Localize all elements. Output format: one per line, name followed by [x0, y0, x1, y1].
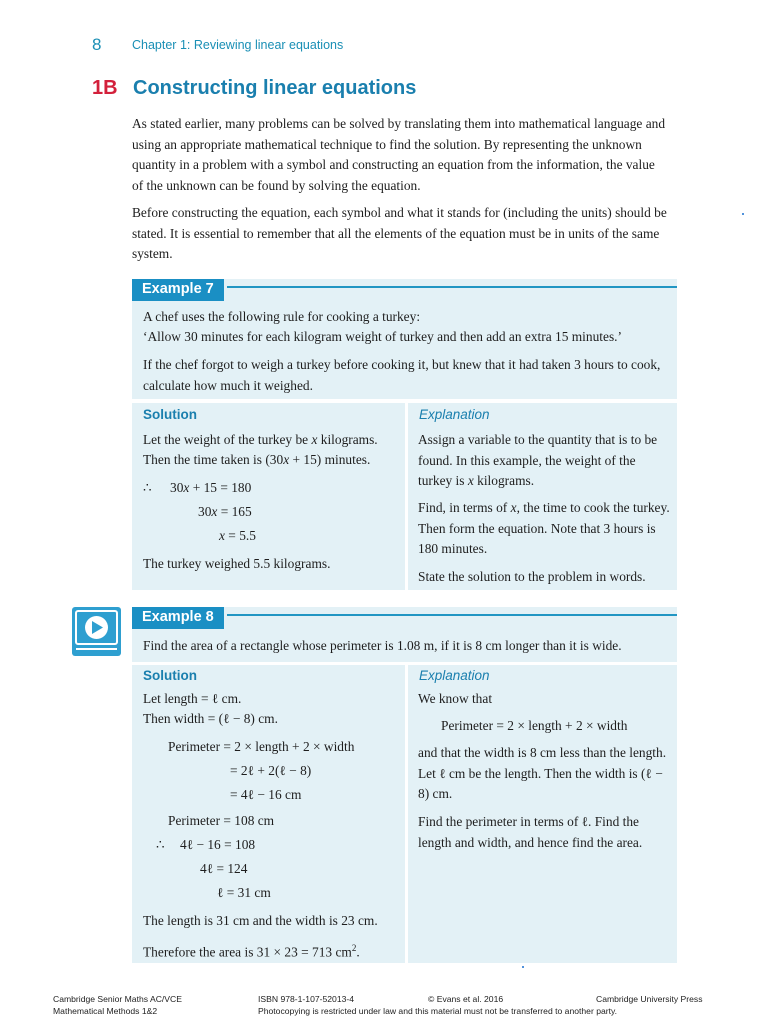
- footer-book-title: Mathematical Methods 1&2: [53, 1006, 158, 1016]
- example-7-solution-panel: [132, 403, 405, 590]
- example-7-explanation-panel: [408, 403, 677, 590]
- solution-conclusion: Therefore the area is 31 × 23 = 713 $cm^2$.: [143, 943, 360, 960]
- equation-line: 30x = 165: [198, 504, 252, 519]
- play-icon[interactable]: [72, 607, 121, 656]
- solution-line: Then the time taken is (30x + 15) minutes.: [143, 452, 371, 467]
- explanation-text: We know that: [418, 691, 493, 706]
- equation-line: 4ℓ − 16 = 108: [180, 837, 256, 852]
- footer-notice: Photocopying is restricted under law and this material must not be transferred to another party.: [258, 1006, 618, 1016]
- example-rule: [227, 286, 677, 288]
- example-8-label: Example 8: [132, 607, 224, 629]
- explanation-text: and that the width is 8 cm less than the length. Let ℓ cm be the length. Then the width is (ℓ − 8) cm.: [418, 745, 667, 801]
- example-8-question: Find the area of a rectangle whose perimeter is 1.08 m, if it is 8 cm longer than it is wide.: [143, 638, 622, 653]
- explanation-heading: Explanation: [419, 668, 490, 683]
- section-number: 1B: [92, 77, 118, 99]
- example-7-question-box: [132, 279, 677, 399]
- intro-paragraph-2: Before constructing the equation, each symbol and what it stands for (including the units) should be stated. It is essential to remember that all the elements of the equation must be in units of the same system.: [132, 205, 667, 261]
- solution-line: The length is 31 cm and the width is 23 cm.: [143, 913, 378, 928]
- example-7-label: Example 7: [132, 279, 224, 301]
- footer-isbn: ISBN 978-1-107-52013-4: [258, 994, 355, 1004]
- explanation-text: State the solution to the problem in words.: [418, 569, 646, 584]
- solution-heading: Solution: [143, 407, 197, 422]
- example-8-question-box: [132, 607, 677, 662]
- solution-line: Then width = (ℓ − 8) cm.: [143, 711, 278, 726]
- equation-line: 30x + 15 = 180: [170, 480, 252, 495]
- equation-line: x = 5.5: [219, 528, 256, 543]
- chapter-title: Chapter 1: Reviewing linear equations: [132, 38, 344, 52]
- solution-line: Let length = ℓ cm.: [143, 691, 242, 706]
- intro-paragraph-1: As stated earlier, many problems can be solved by translating them into mathematical language and using an appropriate mathematical technique to find the solution. By representing the unknown quantity in a problem with a symbol and constructing an equation from the information, the value of the unknown can be found by solving the equation.: [132, 116, 666, 193]
- explanation-text: Assign a variable to the quantity that is to be found. In this example, the weight of the turkey is x kilograms.: [418, 432, 658, 488]
- equation-line: Perimeter = 2 × length + 2 × width: [441, 718, 628, 733]
- footer-publisher: Cambridge University Press: [596, 994, 703, 1004]
- therefore-symbol: ∴: [156, 837, 165, 852]
- therefore-symbol: ∴: [143, 480, 152, 495]
- explanation-heading: Explanation: [419, 407, 490, 422]
- footer-book-series: Cambridge Senior Maths AC/VCE: [53, 994, 182, 1004]
- equation-line: 4ℓ = 124: [200, 861, 248, 876]
- equation-line: ℓ = 31 cm: [217, 885, 271, 900]
- example-7-question-line-2: ‘Allow 30 minutes for each kilogram weight of turkey and then add an extra 15 minutes.’: [143, 329, 622, 344]
- stray-dot: [522, 966, 524, 968]
- example-8-solution-panel: [132, 665, 405, 963]
- solution-line: Let the weight of the turkey be x kilograms.: [143, 432, 378, 447]
- explanation-text: Find, in terms of x, the time to cook the turkey. Then form the equation. Note that 3 hours is 180 minutes.: [418, 500, 670, 556]
- equation-line: Perimeter = 2 × length + 2 × width: [168, 739, 355, 754]
- page-number: 8: [92, 35, 102, 54]
- solution-conclusion: The turkey weighed 5.5 kilograms.: [143, 556, 331, 571]
- example-7-question-line-3: If the chef forgot to weigh a turkey before cooking it, but knew that it had taken 3 hours to cook, calculate how much it weighed.: [143, 357, 661, 393]
- example-rule: [227, 614, 677, 616]
- equation-line: = 4ℓ − 16 cm: [230, 787, 302, 802]
- footer-copyright: © Evans et al. 2016: [428, 994, 504, 1004]
- solution-heading: Solution: [143, 668, 197, 683]
- section-title: Constructing linear equations: [133, 77, 417, 99]
- example-7-question-line-1: A chef uses the following rule for cooking a turkey:: [143, 309, 421, 324]
- equation-line: Perimeter = 108 cm: [168, 813, 275, 828]
- example-8-explanation-panel: [408, 665, 677, 963]
- explanation-text: Find the perimeter in terms of ℓ. Find the length and width, and hence find the area.: [418, 814, 643, 850]
- equation-line: = 2ℓ + 2(ℓ − 8): [230, 763, 312, 778]
- stray-dot: [742, 213, 744, 215]
